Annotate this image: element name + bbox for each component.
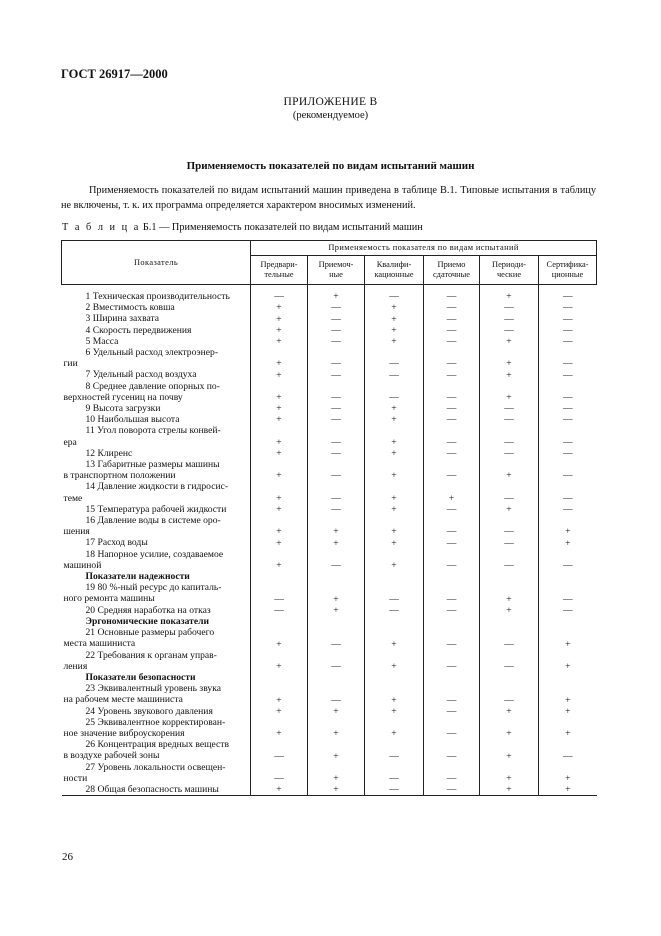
applicability-cell [251,672,308,683]
applicability-cell: + [480,369,539,380]
applicability-cell [365,571,424,582]
applicability-cell: — [539,381,597,403]
applicability-cell: — [308,325,365,336]
applicability-cell [539,672,597,683]
applicability-cell: + [365,336,424,347]
applicability-cell: + [308,784,365,796]
applicability-cell: — [308,459,365,481]
applicability-cell: + [539,762,597,784]
applicability-cell: — [424,302,480,313]
indicator-name: 21 Основные размеры рабочего места машиниста [63,627,215,650]
table-row [62,459,597,481]
applicability-cell: — [424,369,480,380]
applicability-cell: + [251,381,308,403]
applicability-cell: + [480,717,539,739]
test-types-group-header: Применяемость показателя по видам испытаний [251,241,597,256]
applicability-cell: + [365,627,424,649]
applicability-cell: — [365,347,424,369]
table-row [62,537,597,548]
applicability-cell: — [424,313,480,324]
appendix-subtitle: (рекомендуемое) [292,110,369,121]
applicability-cell: — [251,739,308,761]
applicability-cell: — [539,549,597,571]
applicability-cell: — [424,582,480,604]
section-heading-row [62,571,597,582]
applicability-cell: — [365,369,424,380]
indicator-name: 8 Среднее давление опорных по- верхностей гусениц на почву [63,380,220,403]
intro-paragraph: Применяемость показателей по видам испытаний машин приведена в таблице В.1. Типовые испытания в таблицу не включены, т. к. их программа определяется характером вносимых изменений. [61,185,596,211]
applicability-cell: — [424,504,480,515]
table-row [62,285,597,303]
applicability-cell: — [365,605,424,616]
applicability-cell: — [308,425,365,447]
applicability-cell: — [539,425,597,447]
applicability-cell: + [365,504,424,515]
applicability-cell: — [539,285,597,303]
applicability-cell: — [480,403,539,414]
indicator-name: 3 Ширина захвата [85,313,160,325]
applicability-cell: — [424,762,480,784]
applicability-cell [308,616,365,627]
indicator-name: 11 Угол поворота стрелы конвей- ера [63,425,221,448]
table-row [62,425,597,447]
standard-designation: ГОСТ 26917—2000 [61,67,168,81]
applicability-cell: — [308,650,365,672]
table-row [62,515,597,537]
applicability-cell [480,571,539,582]
applicability-cell: + [308,605,365,616]
applicability-cell: — [480,302,539,313]
applicability-cell: — [308,627,365,649]
applicability-cell: — [308,683,365,705]
applicability-cell: + [365,403,424,414]
applicability-cell: — [539,369,597,380]
indicator-name: 13 Габаритные размеры машины в транспортном положении [63,459,220,482]
applicability-cell: + [251,369,308,380]
applicability-cell: — [539,582,597,604]
applicability-cell: + [480,459,539,481]
applicability-cell: + [365,650,424,672]
applicability-cell: + [365,448,424,459]
applicability-cell: — [539,336,597,347]
applicability-cell: + [308,739,365,761]
applicability-cell: + [365,325,424,336]
applicability-cell: + [480,762,539,784]
applicability-cell: — [539,347,597,369]
applicability-cell [251,616,308,627]
column-header: Предвари- тельные [251,256,308,285]
applicability-cell: — [424,325,480,336]
applicability-cell: + [251,706,308,717]
applicability-cell: + [251,481,308,503]
table-row [62,381,597,403]
applicability-cell: + [480,706,539,717]
applicability-cell: — [424,784,480,796]
applicability-cell [539,571,597,582]
applicability-cell: + [251,459,308,481]
column-header: Приемо сдаточные [424,256,480,285]
applicability-cell: — [480,650,539,672]
applicability-cell: — [365,381,424,403]
applicability-cell: + [251,302,308,313]
applicability-cell: — [480,515,539,537]
applicability-cell: — [424,717,480,739]
applicability-cell: — [308,336,365,347]
applicability-cell: + [480,381,539,403]
applicability-cell: + [365,302,424,313]
table-row [62,313,597,324]
applicability-cell: — [424,347,480,369]
applicability-cell: — [539,302,597,313]
table-row [62,650,597,672]
applicability-cell [365,672,424,683]
table-row [62,717,597,739]
section-heading: Показатели надежности [85,571,190,583]
column-header: Сертифика- ционные [539,256,597,285]
table-row [62,302,597,313]
applicability-cell: — [365,582,424,604]
indicator-name: 7 Удельный расход воздуха [85,369,197,381]
table-row [62,325,597,336]
applicability-cell: + [539,706,597,717]
applicability-cell: — [365,739,424,761]
applicability-cell: + [365,717,424,739]
indicator-column-header: Показатель [62,241,251,285]
page-number: 26 [62,851,73,863]
applicability-cell: — [424,403,480,414]
applicability-cell: — [424,627,480,649]
applicability-cell: + [251,336,308,347]
table-row [62,448,597,459]
applicability-cell: — [424,739,480,761]
applicability-cell: + [251,313,308,324]
applicability-cell: — [424,515,480,537]
applicability-cell: — [424,448,480,459]
indicator-name: 26 Концентрация вредных веществ в воздухе рабочей зоны [63,739,230,762]
applicability-cell: — [480,549,539,571]
applicability-cell: — [480,627,539,649]
applicability-cell: + [480,285,539,303]
applicability-cell [308,672,365,683]
indicator-name: 16 Давление воды в системе оро- шения [63,515,221,538]
applicability-cell: + [251,537,308,548]
applicability-cell: + [424,481,480,503]
table-row [62,336,597,347]
applicability-cell: — [539,403,597,414]
applicability-cell: — [480,683,539,705]
applicability-cell: — [424,706,480,717]
table-caption-text: Б.1 — Применяемость показателей по видам испытаний машин [140,222,423,233]
indicator-name: 6 Удельный расход электроэнер- гии [63,347,219,370]
applicability-cell: + [251,425,308,447]
indicator-name: 17 Расход воды [85,537,148,549]
applicability-cell [251,571,308,582]
applicability-cell: + [539,784,597,796]
applicability-cell [480,672,539,683]
applicability-cell: — [308,347,365,369]
applicability-cell: + [365,459,424,481]
applicability-cell: + [251,515,308,537]
indicator-name: 25 Эквивалентное корректирован- ное значение виброускорения [63,716,226,739]
applicability-cell: + [308,706,365,717]
applicability-cell: — [308,302,365,313]
applicability-cell: + [251,784,308,796]
applicability-cell: — [539,313,597,324]
table-row [62,504,597,515]
applicability-cell: — [251,762,308,784]
applicability-cell: + [308,285,365,303]
indicator-name: 1 Техническая производительность [85,291,230,302]
applicability-cell [539,616,597,627]
applicability-cell: — [539,325,597,336]
applicability-cell: + [539,537,597,548]
applicability-cell: + [365,481,424,503]
applicability-cell: — [480,313,539,324]
applicability-cell: + [308,717,365,739]
applicability-cell: + [480,784,539,796]
applicability-cell: + [539,650,597,672]
applicability-cell: + [251,347,308,369]
applicability-cell: — [308,414,365,425]
applicability-cell: — [539,414,597,425]
section-heading-row [62,672,597,683]
applicability-cell: + [308,515,365,537]
applicability-cell: + [365,706,424,717]
applicability-cell: + [480,504,539,515]
applicability-cell [424,616,480,627]
table-row [62,762,597,784]
applicability-cell: — [539,739,597,761]
applicability-cell: + [308,582,365,604]
table-row [62,414,597,425]
applicability-cell: — [251,285,308,303]
applicability-cell: + [365,414,424,425]
applicability-cell: + [251,403,308,414]
applicability-cell: — [308,313,365,324]
applicability-cell: + [365,683,424,705]
table-row [62,683,597,705]
applicability-cell: — [424,285,480,303]
applicability-cell: — [424,650,480,672]
applicability-cell: + [251,448,308,459]
applicability-cell [365,616,424,627]
applicability-cell [480,616,539,627]
indicator-name: 23 Эквивалентный уровень звука на рабочем месте машиниста [63,683,221,706]
applicability-cell: + [308,537,365,548]
indicator-name: 27 Уровень локальности освещен- ности [63,761,226,784]
applicability-cell: — [308,448,365,459]
applicability-cell: — [539,605,597,616]
table-row [62,403,597,414]
applicability-table [61,240,597,796]
table-row [62,582,597,604]
table-row [62,784,597,796]
applicability-cell: + [539,515,597,537]
applicability-cell: + [480,739,539,761]
applicability-cell: + [480,605,539,616]
table-row [62,706,597,717]
applicability-cell: + [251,717,308,739]
applicability-cell [308,571,365,582]
column-header: Периоди- ческие [480,256,539,285]
column-header: Приемоч- ные [308,256,365,285]
applicability-cell: — [480,414,539,425]
applicability-cell: + [539,627,597,649]
applicability-cell: + [480,347,539,369]
applicability-cell: + [480,336,539,347]
table-row [62,739,597,761]
applicability-cell: + [365,515,424,537]
indicator-name: 28 Общая безопасность машины [62,784,251,796]
applicability-cell: — [480,425,539,447]
applicability-cell: — [251,582,308,604]
applicability-cell: + [251,683,308,705]
applicability-cell: — [424,425,480,447]
table-caption [62,222,423,233]
indicator-name: 15 Температура рабочей жидкости [85,503,227,515]
indicator-name: 5 Масса [85,335,119,347]
applicability-cell: — [308,381,365,403]
applicability-cell: — [424,381,480,403]
section-title: Применяемость показателей по видам испытаний машин [186,160,475,172]
applicability-cell: + [365,425,424,447]
table-row [62,627,597,649]
applicability-cell: + [251,627,308,649]
applicability-cell: — [365,285,424,303]
table-caption-prefix: Т а б л и ц а [62,222,141,233]
applicability-cell: — [308,403,365,414]
applicability-cell: — [539,481,597,503]
applicability-cell: — [480,537,539,548]
indicator-name: 12 Клиренс [85,447,133,459]
applicability-cell: — [424,336,480,347]
indicator-name: 22 Требования к органам управ- ления [63,649,217,672]
table-row [62,481,597,503]
applicability-cell: — [251,605,308,616]
section-heading: Показатели безопасности [85,671,196,683]
indicator-name: 10 Наибольшая высота [85,414,180,426]
applicability-cell: + [365,537,424,548]
applicability-cell: + [251,414,308,425]
applicability-cell: + [308,762,365,784]
applicability-cell: + [539,683,597,705]
applicability-cell: — [308,549,365,571]
applicability-cell: + [365,549,424,571]
applicability-cell: + [251,504,308,515]
applicability-cell: — [539,459,597,481]
applicability-cell: — [480,325,539,336]
table-row [62,605,597,616]
section-heading-row [62,616,597,627]
indicator-name: 18 Напорное усилие, создаваемое машиной [63,548,224,571]
applicability-cell [424,672,480,683]
applicability-cell: + [251,549,308,571]
applicability-cell: + [365,313,424,324]
applicability-cell: — [424,683,480,705]
applicability-cell: — [424,459,480,481]
table-row [62,369,597,380]
applicability-cell [424,571,480,582]
applicability-cell: — [365,784,424,796]
applicability-cell: — [539,448,597,459]
table-row [62,549,597,571]
indicator-name: 9 Высота загрузки [85,403,161,415]
column-header: Квалифи- кационные [365,256,424,285]
indicator-name: 19 80 %-ный ресурс до капиталь- ного ремонта машины [63,582,222,605]
applicability-cell: — [424,605,480,616]
applicability-cell: — [308,504,365,515]
applicability-cell: — [480,481,539,503]
applicability-cell: — [480,448,539,459]
applicability-cell: — [365,762,424,784]
indicator-name: 20 Средняя наработка на отказ [85,604,211,616]
applicability-cell: — [424,537,480,548]
section-heading: Эргономические показатели [85,615,210,627]
appendix-title: ПРИЛОЖЕНИЕ В [283,96,378,108]
applicability-cell: + [480,582,539,604]
indicator-name: 2 Вместимость ковша [85,302,175,314]
applicability-cell: + [539,717,597,739]
indicator-name: 14 Давление жидкости в гидросис- теме [63,481,229,504]
table-row [62,347,597,369]
indicator-name: 4 Скорость передвижения [85,324,192,336]
applicability-cell: — [539,504,597,515]
applicability-cell: + [251,325,308,336]
indicator-name: 24 Уровень звукового давления [85,705,213,717]
applicability-cell: — [308,369,365,380]
applicability-cell: — [424,549,480,571]
applicability-cell: — [424,414,480,425]
applicability-cell: + [251,650,308,672]
applicability-cell: — [308,481,365,503]
